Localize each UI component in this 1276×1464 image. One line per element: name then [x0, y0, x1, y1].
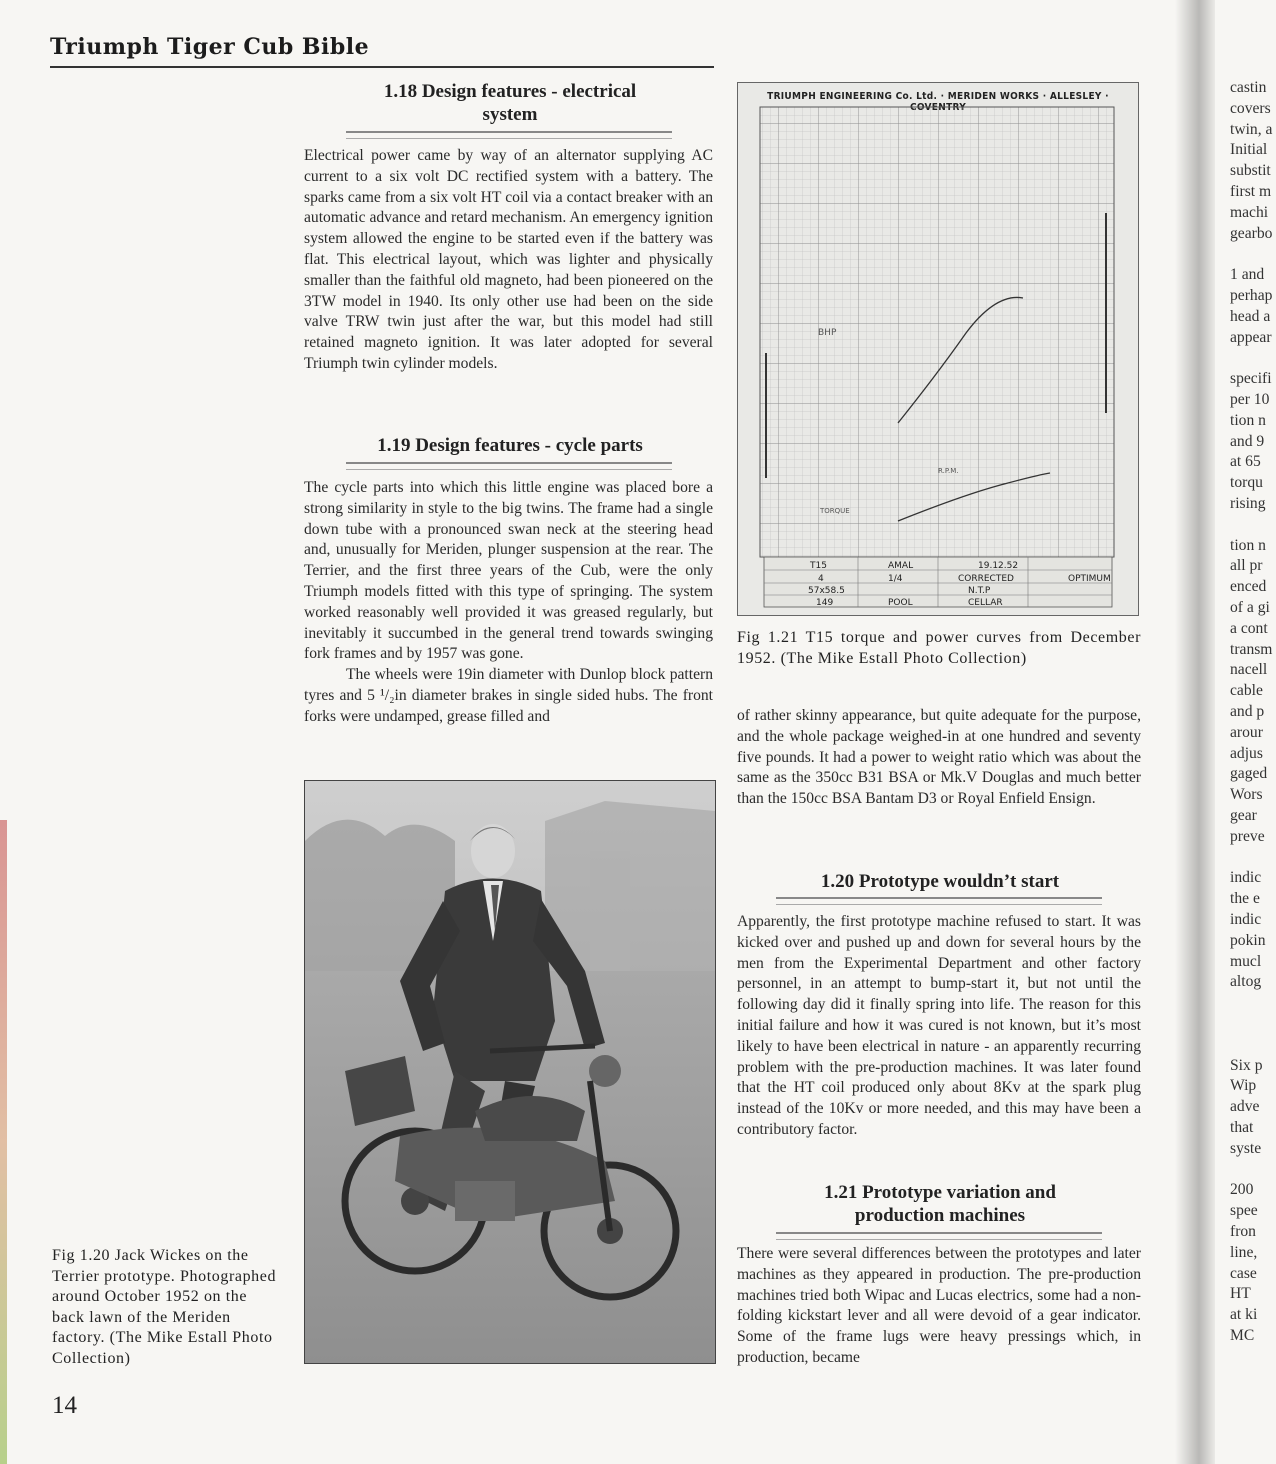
facing-page-line: that: [1230, 1119, 1254, 1136]
facing-page-line: gearbo: [1230, 224, 1273, 242]
chart-cell-type: T15: [810, 561, 827, 571]
paragraph: Apparently, the first prototype machine refused to start. It was kicked over and pushed up and down for several hours by the men from the Experimental Department and other factory personnel, in an attempt to bump-start it, but not until the following day did it finally spring into life. The reason for this initial failure and how it was cured is not known, but it’s most likely to have been electrical in nature - an apparently recurring problem with the pre-production machines. It was later found that the HT coil produced only about 8Kv at the spark plug instead of the 10Kv or more needed, and this may have been a contributory factor.: [737, 913, 1141, 1138]
facing-page-line: torqu: [1230, 474, 1263, 492]
facing-page-line: covers: [1230, 99, 1271, 117]
page-number: 14: [52, 1392, 77, 1419]
facing-page-line: specifi: [1230, 370, 1272, 388]
chart-cell-carb: AMAL: [888, 561, 914, 571]
facing-page-line: syste: [1230, 1139, 1262, 1157]
section-title-1-18-line1: 1.18 Design features - electrical: [383, 81, 637, 102]
facing-page-line: the e: [1230, 890, 1260, 908]
facing-page-line: gear: [1230, 807, 1257, 824]
facing-page-line: substit: [1230, 162, 1271, 180]
section-title-1-21-line2: production machines: [854, 1205, 1026, 1226]
facing-page-line: tion n: [1230, 411, 1266, 429]
facing-page-line: case: [1230, 1264, 1257, 1282]
paragraph: The cycle parts into which this little engine was placed bore a strong similarity in style to the big twins. The frame had a single down tube with a pronounced swan neck at the steering head and, unusually for Meriden, plunger suspension at the rear. The Terrier, and the first three years of the Cub, were the only Triumph models fitted with this type of springing. The system worked reasonably well provided it was greased regularly, but inevitably it succumbed in the general trend towards swinging fork frames and by 1957 was gone.: [304, 479, 713, 663]
figure-caption-1-21: Fig 1.21 T15 torque and power curves from December 1952. (The Mike Estall Photo Collection): [737, 629, 1141, 667]
facing-page-line: indic: [1230, 869, 1262, 887]
facing-page-line: spee: [1230, 1202, 1258, 1220]
rpm-axis-label: R.P.M.: [938, 467, 959, 475]
running-head: Triumph Tiger Cub Bible: [50, 34, 370, 60]
section-title-1-18-line2: system: [482, 104, 538, 125]
facing-page-line: twin, a: [1230, 120, 1273, 138]
chart-cell-date: 19.12.52: [978, 561, 1019, 571]
facing-page-line: Wors: [1230, 786, 1263, 804]
chart-cell-choke: 1/4: [888, 574, 903, 584]
facing-page-line: Six p: [1230, 1056, 1263, 1074]
paragraph: There were several differences between the prototypes and later machines as they appeared in production. The pre-production machines tried both Wipac and Lucas electrics, some had a non-folding kickstart lever and all were devoid of a gear indicator. Some of the frame lugs were heavy pressings which, in production, became: [737, 1245, 1141, 1366]
chart-cell-bhp: CORRECTED: [958, 574, 1014, 584]
chart-cell-brake: CELLAR: [968, 598, 1003, 608]
torque-axis-label: TORQUE: [820, 507, 850, 515]
facing-page-line: castin: [1230, 79, 1267, 96]
facing-page-line: transm: [1230, 640, 1273, 658]
facing-page-line: altog: [1230, 973, 1262, 991]
facing-page-line: first m: [1230, 183, 1272, 200]
chart-cell-engno: 4: [818, 574, 824, 584]
facing-page-line: per 10: [1230, 391, 1270, 408]
facing-page-line: arour: [1230, 723, 1263, 741]
facing-page-line: enced: [1230, 578, 1267, 596]
chart-header: TRIUMPH ENGINEERING Co. Ltd. · MERIDEN WORKS · ALLESLEY ·: [767, 91, 1109, 102]
facing-page-line: 1 and: [1230, 266, 1265, 284]
section-title-1-20: 1.20 Prototype wouldn’t start: [820, 871, 1060, 892]
facing-page-line: head a: [1230, 307, 1271, 325]
facing-page-line: fron: [1230, 1223, 1256, 1240]
chart-cell-fuel: POOL: [888, 598, 913, 608]
figure-caption-1-20: Fig 1.20 Jack Wickes on the Terrier prototype. Photographed around October 1952 on the back lawn of the Meriden factory. (The Mike Estall Photo Collection): [52, 1247, 277, 1367]
chart-cell-plug: N.T.P: [968, 586, 991, 596]
section-title-1-21-line1: 1.21 Prototype variation and: [824, 1182, 1056, 1203]
facing-page-line: nacell: [1230, 661, 1268, 679]
facing-page-line: and p: [1230, 703, 1265, 720]
facing-page-line: all pr: [1230, 557, 1263, 575]
facing-page-line: line,: [1230, 1243, 1258, 1261]
chart-cell-ignition: OPTIMUM: [1068, 574, 1111, 584]
facing-page-line: HT: [1230, 1285, 1251, 1303]
facing-page-line: preve: [1230, 827, 1265, 845]
facing-page-line: rising: [1230, 495, 1266, 512]
facing-page-line: Initial: [1230, 141, 1268, 159]
facing-page-line: indic: [1230, 911, 1262, 928]
section-title-1-19: 1.19 Design features - cycle parts: [377, 435, 643, 456]
facing-page-line: at 65: [1230, 453, 1261, 471]
facing-page-line: of a gi: [1230, 599, 1270, 616]
facing-page-line: at ki: [1230, 1306, 1258, 1324]
facing-page-line: pokin: [1230, 931, 1266, 949]
facing-page-line: perhap: [1230, 287, 1273, 304]
facing-page-line: cable: [1230, 682, 1263, 700]
bhp-axis-label: BHP: [818, 328, 837, 338]
facing-page-line: appear: [1230, 328, 1272, 346]
chart-cell-bore-stroke: 57x58.5: [808, 586, 845, 596]
facing-page-line: a cont: [1230, 619, 1268, 637]
facing-page-line: mucl: [1230, 952, 1262, 970]
facing-page-line: 200: [1230, 1181, 1254, 1199]
facing-page-line: Wip: [1230, 1077, 1257, 1095]
facing-page-line: and 9: [1230, 432, 1265, 450]
paragraph: The wheels were 19in diameter with Dunlop block pattern tyres and 5 ¹/₂in diameter brakes in single sided hubs. The front forks were undamped, grease filled and: [304, 666, 713, 725]
section-body-1-19-continued: of rather skinny appearance, but quite adequate for the purpose, and the whole package weighed-in at one hundred and seventy five pounds. It had a power to weight ratio which was about the same as the 350cc B31 BSA or Mk.V Douglas and much better than the 150cc BSA Bantam D3 or Royal Enfield Ensign.: [737, 707, 1141, 808]
paragraph: Electrical power came by way of an alternator supplying AC current to a six volt DC rectified system with a battery. The sparks came from a six volt HT coil via a contact breaker with an automatic advance and retard mechanism. An emergency ignition system allowed the engine to be started even if the battery was flat. This electrical layout, which was lighter and physically smaller than the faithful old magneto, had been pioneered on the 3TW model in 1940. Its only other use had been on the side valve TRW twin just after the war, but this model had still retained magneto ignition. It was later adopted for several Triumph twin cylinder models.: [304, 147, 713, 372]
facing-page-line: adjus: [1230, 744, 1263, 762]
facing-page-line: gaged: [1230, 765, 1268, 783]
facing-page-line: adve: [1230, 1098, 1260, 1116]
facing-page-line: MC: [1230, 1327, 1255, 1344]
facing-page-line: machi: [1230, 203, 1269, 221]
chart-cell-capacity: 149: [816, 598, 834, 608]
facing-page-line: tion n: [1230, 536, 1266, 554]
